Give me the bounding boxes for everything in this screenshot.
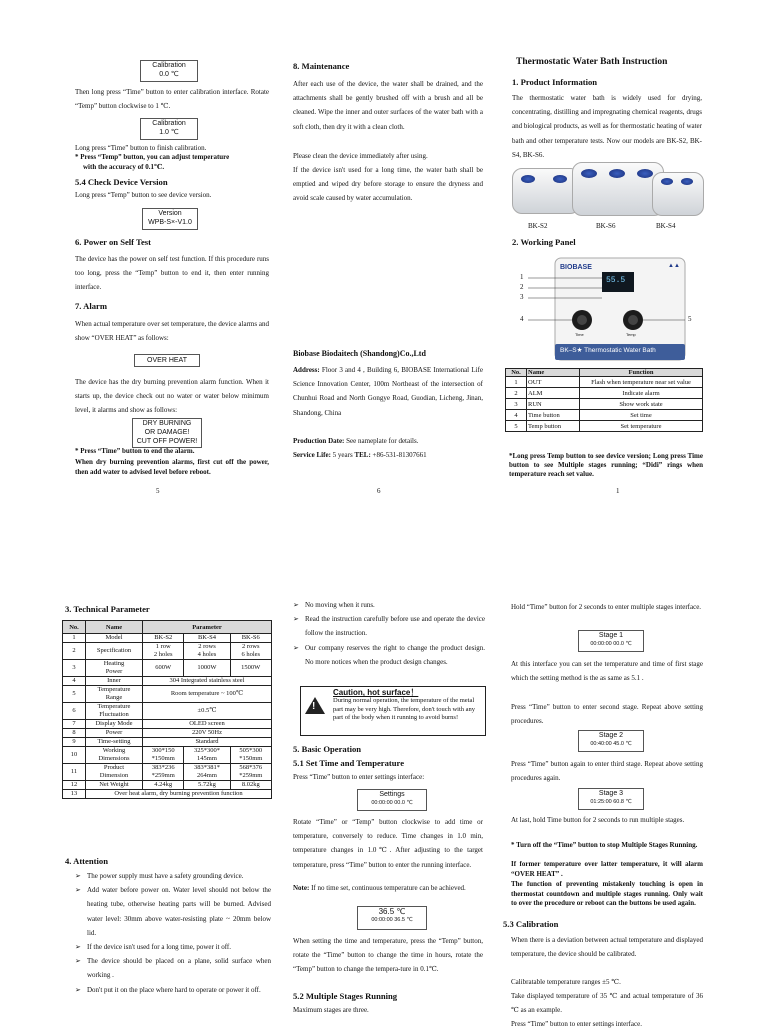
calibration-display-1 [140, 118, 198, 140]
model-label-bk-s4: BK-S4 [656, 222, 676, 230]
dry-burning-display [132, 418, 202, 448]
over-heat-note: If former temperature over latter temperature, it will alarm “OVER HEAT” . [511, 860, 703, 878]
multi-stage-text: Hold “Time” button for 2 seconds to enter multiple stages interface. [511, 603, 702, 611]
table-cell: 505*300 *150mm [230, 747, 272, 764]
bullet-item [75, 940, 271, 954]
stage-3-text: Press “Time” button again to enter third stage. Repeat above setting procedures again. [511, 760, 703, 783]
calibration-intro: When there is a deviation between actual temperature and displayed temperature, the device should be calibrated. [511, 936, 703, 959]
table-cell: Display Mode [86, 720, 143, 729]
lcd-line: 01:25:00 60.8 ℃ [590, 799, 632, 805]
table-cell: 325*300* 145mm [184, 747, 230, 764]
table-cell: 3 [63, 660, 86, 677]
section-heading-1: 1. Product Information [512, 77, 598, 87]
table-cell: 4.24kg [143, 781, 184, 790]
table-cell: Specification [86, 643, 143, 660]
maintenance-text-2: Please clean the device immediately after using. [293, 152, 428, 160]
service-life [293, 448, 483, 462]
table-cell: Flash when temperature near set value [580, 377, 703, 388]
stop-note: * Turn off the “Time” button to stop Multiple Stages Running. [511, 841, 698, 849]
lcd-line: Calibration [152, 62, 186, 69]
device-bk-s6-image [572, 162, 664, 216]
table-cell: Inner [86, 677, 143, 686]
lcd-line: Stage 2 [598, 732, 624, 739]
callout-4: 4 [520, 315, 524, 323]
running-display [357, 906, 427, 930]
version-text: Long press “Temp” button to see device version. [75, 191, 212, 199]
adjust-note-2: with the accuracy of 0.1℃. [83, 163, 165, 171]
company-address [293, 363, 483, 420]
table-cell: 11 [63, 764, 86, 781]
lcd-line: 1.0 ℃ [159, 129, 179, 136]
table-row [63, 643, 272, 660]
table-row [63, 634, 272, 643]
table-row [63, 720, 272, 729]
table-cell: 383*381* 264mm [184, 764, 230, 781]
table-cell: ALM [527, 388, 580, 399]
table-cell: ±0.5℃ [143, 703, 272, 720]
working-panel-diagram [520, 256, 700, 364]
service-label: Service Life: [293, 451, 331, 459]
bullet-text: The device should be placed on a plane, solid surface when working . [87, 957, 271, 980]
lcd-line: 36.5 ℃ [378, 907, 406, 916]
version-display [142, 208, 198, 230]
table-cell: Product Dimension [86, 764, 143, 781]
table-cell: 568*376 *259mm [230, 764, 272, 781]
lcd-line: CUT OFF POWER! [136, 438, 198, 445]
dry-burning-text: The device has the dry burning prevention alarm function. When it starts up, the device check out no water or water below minimum level, it alarms and show as follows: [75, 378, 269, 415]
adjust-note: * Press “Temp” button, you can adjust temperature [75, 153, 230, 161]
settings-text: Press “Time” button to enter settings interface: [293, 773, 425, 781]
maintenance-text-3: If the device isn't used for a long time, the water bath shall be emptied and wiped dry before storage to ensure the dryness and avoid scale caused by water accumulation. [293, 166, 483, 203]
table-cell: Heating Power [86, 660, 143, 677]
table-row [63, 747, 272, 764]
table-cell: 12 [63, 781, 86, 790]
bullet-text: The power supply must have a safety grounding device. [87, 872, 244, 880]
arrow-bullet-icon: ➢ [75, 872, 81, 880]
table-cell: 4 [63, 677, 86, 686]
lcd-line: 00:00:00 00.0 ℃ [371, 800, 413, 806]
touch-prevention-note: The function of preventing mistakenly touching is open in thermostat countdown and multiple stages running. Only wait to over the procedure or reboot can the buttons be used again. [511, 880, 703, 907]
bullet-text: If the device isn't used for a long time, power it off. [87, 943, 232, 952]
table-cell: Over heat alarm, dry burning prevention function [86, 790, 272, 799]
maintenance-text-1: After each use of the device, the water shall be drained, and the attachments shall be gently brushed off with a brush and all be cleaned. Wipe the inner and outer surfaces of the water bath with a soft cloth, then dry it with a clean cloth. [293, 80, 483, 131]
table-cell: 220V 50Hz [143, 729, 272, 738]
table-cell: 1 row 2 holes [143, 643, 184, 660]
document-title: Thermostatic Water Bath Instruction [516, 57, 668, 67]
lcd-line: DRY BURNING [142, 420, 192, 427]
table-cell: Time button [527, 410, 580, 421]
panel-note: *Long press Temp button to see device version; Long press Time button to see Multiple stages running; “Didi” rings when temperature reach set value. [509, 452, 703, 478]
table-cell: OUT [527, 377, 580, 388]
arrow-bullet-icon: ➢ [75, 985, 81, 994]
table-cell: 8 [63, 729, 86, 738]
table-cell: OLED screen [143, 720, 272, 729]
table-cell: 300*150 *150mm [143, 747, 184, 764]
bullet-text: Our company reserves the right to change the product design. No more notices when the product design changes. [305, 643, 485, 666]
dry-burning-note: When dry burning prevention alarms, first cut off the power, then add water to advised level before reboot. [75, 458, 269, 476]
panel-display: 55.5 [606, 276, 626, 285]
note-text [293, 884, 483, 893]
table-cell: BK-S6 [230, 634, 272, 643]
alarm-text: When actual temperature over set temperature, the device alarms and show “OVER HEAT” as follows: [75, 320, 269, 343]
table-cell: Set time [580, 410, 703, 421]
table-cell: Set temperature [580, 421, 703, 432]
self-test-text: The device has the power on self test function. If this procedure runs too long, press the “Temp” button to end it, then enter running interface. [75, 255, 269, 292]
table-cell: 7 [63, 720, 86, 729]
table-row [63, 677, 272, 686]
table-cell: 5 [506, 421, 527, 432]
run-stages-text: At last, hold Time button for 2 seconds to run multiple stages. [511, 816, 685, 824]
lcd-line: OR DAMAGE! [144, 429, 190, 436]
settings-display [357, 789, 427, 811]
lcd-line: 00:40:00 45.0 ℃ [590, 741, 632, 747]
table-cell: 8.02kg [230, 781, 272, 790]
product-image [512, 162, 704, 218]
calibration-settings: Press “Time” button to enter settings interface. [511, 1020, 642, 1028]
table-cell: Working Dimensions [86, 747, 143, 764]
finish-calibration-text: Long press “Time” button to finish calibration. [75, 144, 207, 152]
table-cell: 9 [63, 738, 86, 747]
caution-box [300, 686, 486, 736]
table-cell: Indicate alarm [580, 388, 703, 399]
table-cell: 4 [506, 410, 527, 421]
table-cell: 6 [63, 703, 86, 720]
table-cell: Temperature Fluctuation [86, 703, 143, 720]
table-header-cell: Function [580, 369, 703, 377]
device-bk-s2-image [512, 168, 580, 214]
bullet-text: No moving when it runs. [305, 601, 375, 609]
tel-label: TEL: [354, 451, 371, 459]
section-heading-5-4: 5.4 Check Device Version [75, 177, 168, 187]
section-heading-5-3: 5.3 Calibration [503, 919, 559, 929]
arrow-bullet-icon: ➢ [293, 643, 299, 652]
bullet-item [75, 883, 271, 940]
address-label: Address: [293, 366, 320, 374]
table-cell: Temp button [527, 421, 580, 432]
stage-2-text: Press “Time” button to enter second stage. Repeat above setting procedures. [511, 703, 703, 726]
table-cell: RUN [527, 399, 580, 410]
panel-brand: BIOBASE [560, 264, 592, 271]
table-row [63, 764, 272, 781]
bullet-item [75, 954, 271, 982]
lcd-line: WPB-S×-V1.0 [148, 219, 192, 226]
over-heat-display: OVER HEAT [134, 354, 200, 367]
tel-value: +86-531-81307661 [370, 451, 427, 459]
section-heading-5-1: 5.1 Set Time and Temperature [293, 758, 405, 768]
arrow-bullet-icon: ➢ [293, 615, 299, 624]
max-stages-text: Maximum stages are three. [293, 1006, 369, 1014]
page-number: 1 [616, 487, 620, 495]
table-cell: Power [86, 729, 143, 738]
caution-triangle-icon: ! [305, 697, 325, 714]
table-header-cell: Parameter [143, 621, 272, 634]
calibration-text: Then long press “Time” button to enter calibration interface. Rotate “Temp” button clockwise to 1 ℃. [75, 88, 269, 111]
table-cell: Show work state [580, 399, 703, 410]
table-row [63, 790, 272, 799]
table-row [63, 729, 272, 738]
temp-knob-label: Temp [626, 332, 636, 337]
lcd-line: Stage 1 [598, 632, 624, 639]
stage-1-display [578, 630, 644, 652]
production-date [293, 434, 483, 448]
production-label: Production Date: [293, 437, 345, 445]
section-heading-4: 4. Attention [65, 856, 108, 866]
table-header-row [506, 369, 703, 377]
service-value: 5 years [330, 451, 355, 459]
panel-function-table [505, 368, 703, 432]
bullet-text: Don't put it on the place where hard to operate or power it off. [87, 985, 261, 994]
table-cell: 2 [63, 643, 86, 660]
table-cell: Time-setting [86, 738, 143, 747]
table-header-cell: Name [527, 369, 580, 377]
model-label-bk-s6: BK-S6 [596, 222, 616, 230]
lcd-line: Version [158, 210, 182, 217]
bullet-item [75, 983, 271, 997]
table-cell: Standard [143, 738, 272, 747]
lcd-line: Settings [379, 791, 405, 798]
lcd-line: Stage 3 [598, 790, 624, 797]
section-heading-3: 3. Technical Parameter [65, 604, 150, 614]
table-row [506, 399, 703, 410]
callout-1: 1 [520, 273, 524, 281]
arrow-bullet-icon: ➢ [75, 886, 81, 895]
table-row [63, 686, 272, 703]
bullet-item [293, 612, 485, 640]
attention-list [75, 869, 271, 997]
table-cell: BK-S4 [184, 634, 230, 643]
model-label-bk-s2: BK-S2 [528, 222, 548, 230]
table-cell: Room temperature ~ 100℃ [143, 686, 272, 703]
table-row [506, 410, 703, 421]
table-header-cell: Name [86, 621, 143, 634]
table-cell: 5 [63, 686, 86, 703]
calibration-range: Calibratable temperature ranges ±5 ℃. [511, 978, 621, 986]
callout-2: 2 [520, 283, 524, 291]
device-bk-s4-image [652, 172, 704, 216]
warning-icons: ▲▲ [668, 263, 680, 269]
table-cell: BK-S2 [143, 634, 184, 643]
product-info-text: The thermostatic water bath is widely used for drying, concentrating, distilling and impregnating chemical reagents, drugs and biological products, as well as for thermostatic heating of water bath and other temperature tests. Now our models are BK-S2, BK-S4, BK-S6. [512, 94, 702, 159]
table-row [63, 703, 272, 720]
note-value: If no time set, continuous temperature can be achieved. [309, 884, 466, 892]
arrow-bullet-icon: ➢ [75, 957, 81, 966]
time-knob-label: Time [575, 332, 584, 337]
section-heading-6: 6. Power on Self Test [75, 237, 151, 247]
table-cell: 5.72kg [184, 781, 230, 790]
callout-3: 3 [520, 293, 524, 301]
address-value: Floor 3 and 4 , Building 6, BIOBASE International Life Science Innovation Center, 100m Northeast of the intersection of Chunhui Road and North Gongye Road, Guodian, Licheng, Jinan, Shandong, China [293, 366, 483, 417]
table-cell: 1000W [184, 660, 230, 677]
table-cell: 2 rows 4 holes [184, 643, 230, 660]
table-cell: 1500W [230, 660, 272, 677]
bullet-item [293, 598, 485, 612]
attention-list-continued [293, 598, 485, 669]
section-heading-7: 7. Alarm [75, 301, 107, 311]
lcd-line: 00:00:00 00.0 ℃ [590, 641, 632, 647]
panel-footer: BK–S★ Thermostatic Water Bath [560, 347, 656, 354]
lcd-line: 0.0 ℃ [159, 71, 179, 78]
table-cell: 10 [63, 747, 86, 764]
page-number: 6 [377, 487, 381, 495]
stage-3-display [578, 788, 644, 810]
tech-param-table [62, 620, 272, 799]
production-value: See nameplate for details. [344, 437, 419, 445]
table-cell: 383*236 *259mm [143, 764, 184, 781]
table-row [506, 421, 703, 432]
section-heading-8: 8. Maintenance [293, 61, 350, 71]
table-cell: Net Weight [86, 781, 143, 790]
bullet-item [293, 641, 485, 669]
table-cell: Model [86, 634, 143, 643]
table-row [506, 377, 703, 388]
page-number: 5 [156, 487, 160, 495]
table-cell: 1 [63, 634, 86, 643]
bullet-text: Add water before power on. Water level should not below the heating tube, otherwise heating parts will be burned. Advised water level: 30mm above water-resisting plate ~ 20mm below lid. [87, 886, 271, 937]
bullet-text: Read the instruction carefully before use and operate the device follow the instruction. [305, 615, 485, 638]
table-cell: Temperature Range [86, 686, 143, 703]
stage-2-display [578, 730, 644, 752]
arrow-bullet-icon: ➢ [75, 943, 81, 952]
bullet-item [75, 869, 271, 883]
note-label: Note: [293, 884, 310, 892]
table-row [506, 388, 703, 399]
table-row [63, 781, 272, 790]
calibration-display-0 [140, 60, 198, 82]
lcd-line: 00:00:00 36.5 ℃ [371, 917, 413, 923]
end-alarm-note: * Press “Time” button to end the alarm. [75, 447, 195, 455]
table-header-row [63, 621, 272, 634]
section-heading-2: 2. Working Panel [512, 237, 576, 247]
table-cell: 600W [143, 660, 184, 677]
table-cell: 13 [63, 790, 86, 799]
table-row [63, 738, 272, 747]
table-cell: 2 rows 6 holes [230, 643, 272, 660]
caution-text: During normal operation, the temperature of the metal part may be very high. Therefore, don't touch with any part of the body when it running to avoid burns! [333, 697, 476, 722]
table-cell: 1 [506, 377, 527, 388]
stage-1-text: At this interface you can set the temperature and time of first stage which the setting method is the as same as 5.1 . [511, 660, 703, 683]
section-heading-5: 5. Basic Operation [293, 744, 362, 754]
callout-5: 5 [688, 315, 692, 323]
lcd-line: Calibration [152, 120, 186, 127]
table-header-cell: No. [506, 369, 527, 377]
section-heading-5-2: 5.2 Multiple Stages Running [293, 991, 398, 1001]
caution-title: Caution, hot surface！ [333, 688, 419, 697]
table-cell: 3 [506, 399, 527, 410]
table-header-cell: No. [63, 621, 86, 634]
rotate-text: Rotate “Time” or “Temp” button clockwise to add time or temperature, conversely to reduce. Time changes in 1.0 min, temperature changes in 1.0℃. After adjusting to the target temperature, press “Time” button to enter the running interface. [293, 818, 483, 869]
arrow-bullet-icon: ➢ [293, 601, 299, 609]
table-cell: 2 [506, 388, 527, 399]
time-temp-text: When setting the time and temperature, press the “Temp” button, rotate the “Time” button to change the time in hours, rotate the “Temp” button to change the tempera-ture in 0.1℃. [293, 937, 483, 974]
calibration-example: Take displayed temperature of 35 ℃ and actual temperature of 36 ℃ as an example. [511, 992, 703, 1015]
table-cell: 304 Integrated stainless steel [143, 677, 272, 686]
company-name: Biobase Biodaitech (Shandong)Co.,Ltd [293, 349, 426, 358]
table-row [63, 660, 272, 677]
